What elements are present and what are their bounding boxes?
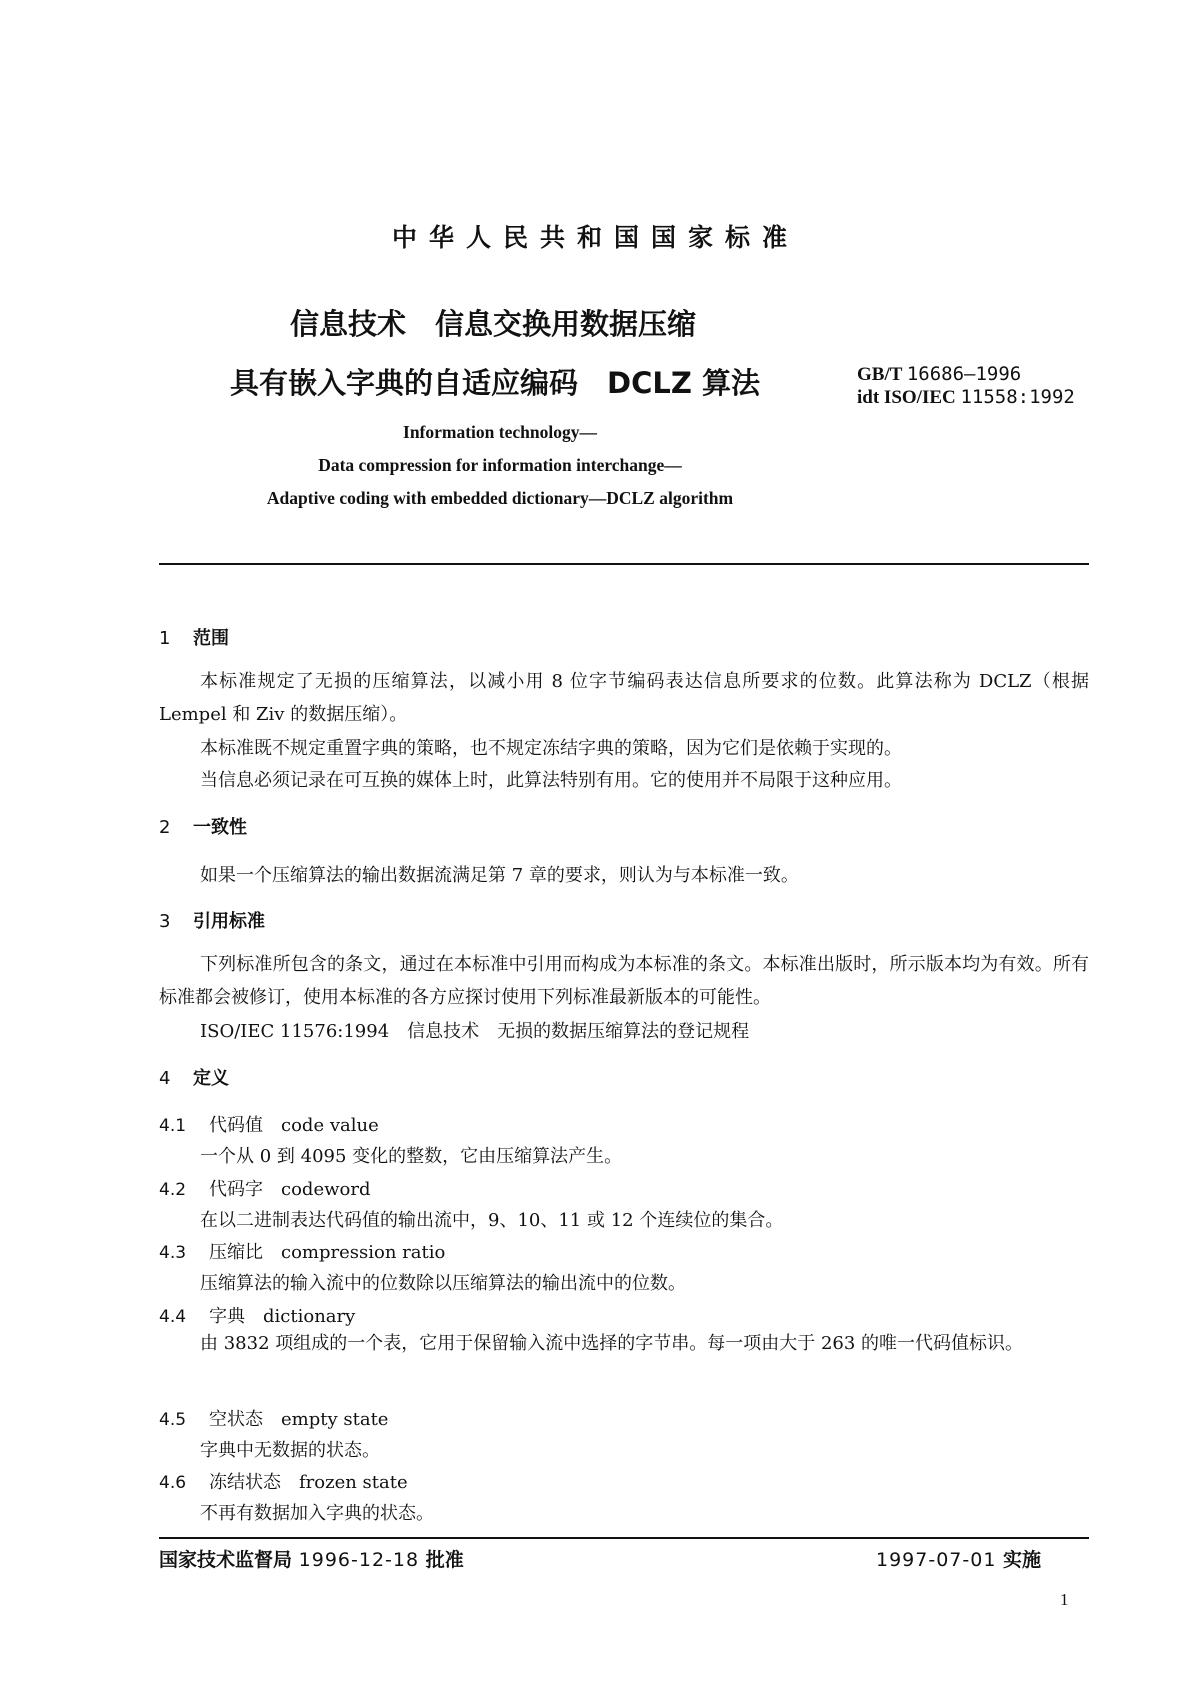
section-number: 1 [159,628,171,649]
effective-date: 1997-07-01 [876,1549,997,1571]
title-english-line-3: Adaptive coding with embedded dictionary—DCLZ algorithm [266,488,734,508]
definition-term [159,1302,355,1328]
definition-term-cn: 代码值 [209,1115,263,1136]
approval-line [159,1545,464,1572]
title-english-line-1: Information technology— [403,422,597,442]
definition-body: 字典中无数据的状态。 [200,1440,380,1461]
definition-term [159,1111,379,1137]
definition-body: 不再有数据加入字典的状态。 [200,1503,434,1524]
section-heading-scope [159,624,229,650]
section-heading-references [159,907,265,933]
standard-code-block [857,363,1075,409]
section-number: 2 [159,817,171,838]
identical-standard [857,386,1075,409]
definition-number: 4.1 [159,1116,187,1136]
definition-term-en: codeword [281,1179,371,1200]
standard-number [857,363,1075,386]
approval-label: 批准 [425,1549,464,1571]
definition-term-en: code value [281,1115,379,1136]
section-number: 3 [159,911,171,932]
definition-term-cn: 冻结状态 [209,1472,281,1493]
definition-term [159,1175,370,1201]
page-number: 1 [1060,1590,1069,1609]
title-english-line-2: Data compression for information interchange— [318,455,682,475]
definition-number: 4.3 [159,1243,187,1263]
header-divider [159,563,1089,565]
references-paragraph: 下列标准所包含的条文，通过在本标准中引用而构成为本标准的条文。本标准出版时，所示版本均为有效。所有标准都会被修订，使用本标准的各方应探讨使用下列标准最新版本的可能性。 [159,954,1089,1008]
identical-standard-prefix: idt ISO/IEC [857,387,956,408]
definition-body: 由 3832 项组成的一个表，它用于保留输入流中选择的字节串。每一项由大于 263 的唯一代码值标识。 [200,1333,1024,1354]
standard-number-prefix: GB/T [857,364,903,385]
conformance-paragraph: 如果一个压缩算法的输出数据流满足第 7 章的要求，则认为与本标准一致。 [200,865,799,886]
definition-number: 4.5 [159,1410,187,1430]
definition-body: 压缩算法的输入流中的位数除以压缩算法的输出流中的位数。 [200,1273,686,1294]
definition-number: 4.4 [159,1307,187,1327]
definition-term-en: frozen state [299,1472,408,1493]
scope-paragraph-1: 本标准规定了无损的压缩算法，以减小用 8 位字节编码表达信息所要求的位数。此算法称为 DCLZ（根据 Lempel 和 Ziv 的数据压缩）。 [159,671,1089,725]
title-chinese-line-1: 信息技术 信息交换用数据压缩 [290,307,697,341]
definition-term [159,1405,388,1431]
section-title: 一致性 [193,817,247,838]
definition-number: 4.2 [159,1180,187,1200]
references-list-item: ISO/IEC 11576:1994 信息技术 无损的数据压缩算法的登记规程 [200,1021,750,1042]
approval-date: 1996-12-18 [298,1549,420,1571]
definition-term-cn: 空状态 [209,1409,263,1430]
section-heading-conformance [159,813,247,839]
definition-term [159,1468,408,1494]
national-standard-heading: 中华人民共和国国家标准 [391,223,799,252]
definition-body: 一个从 0 到 4095 变化的整数，它由压缩算法产生。 [200,1146,623,1167]
definition-number: 4.6 [159,1473,187,1493]
definition-term-cn: 压缩比 [209,1242,263,1263]
scope-paragraph-2: 本标准既不规定重置字典的策略，也不规定冻结字典的策略，因为它们是依赖于实现的。 [200,738,902,759]
definition-body: 在以二进制表达代码值的输出流中，9、10、11 或 12 个连续位的集合。 [200,1210,784,1231]
section-title: 范围 [193,628,229,649]
definition-term-cn: 代码字 [209,1179,263,1200]
definition-term-en: empty state [281,1409,389,1430]
standard-number-value: 16686—1996 [906,363,1022,385]
section-title: 定义 [193,1068,229,1089]
section-number: 4 [159,1068,171,1089]
definition-term-en: compression ratio [281,1242,446,1263]
section-heading-definitions [159,1064,229,1090]
definition-term-cn: 字典 [209,1306,245,1327]
effective-label: 实施 [1003,1549,1042,1571]
definition-term-en: dictionary [263,1306,356,1327]
definition-term [159,1238,445,1264]
footer-divider [159,1537,1089,1539]
effective-line [876,1545,1041,1572]
section-title: 引用标准 [193,911,265,932]
identical-standard-value: 11558:1992 [960,386,1075,408]
title-chinese-line-2: 具有嵌入字典的自适应编码 DCLZ 算法 [230,366,760,400]
issuer: 国家技术监督局 [159,1549,293,1571]
scope-paragraph-3: 当信息必须记录在可互换的媒体上时，此算法特别有用。它的使用并不局限于这种应用。 [200,770,902,791]
